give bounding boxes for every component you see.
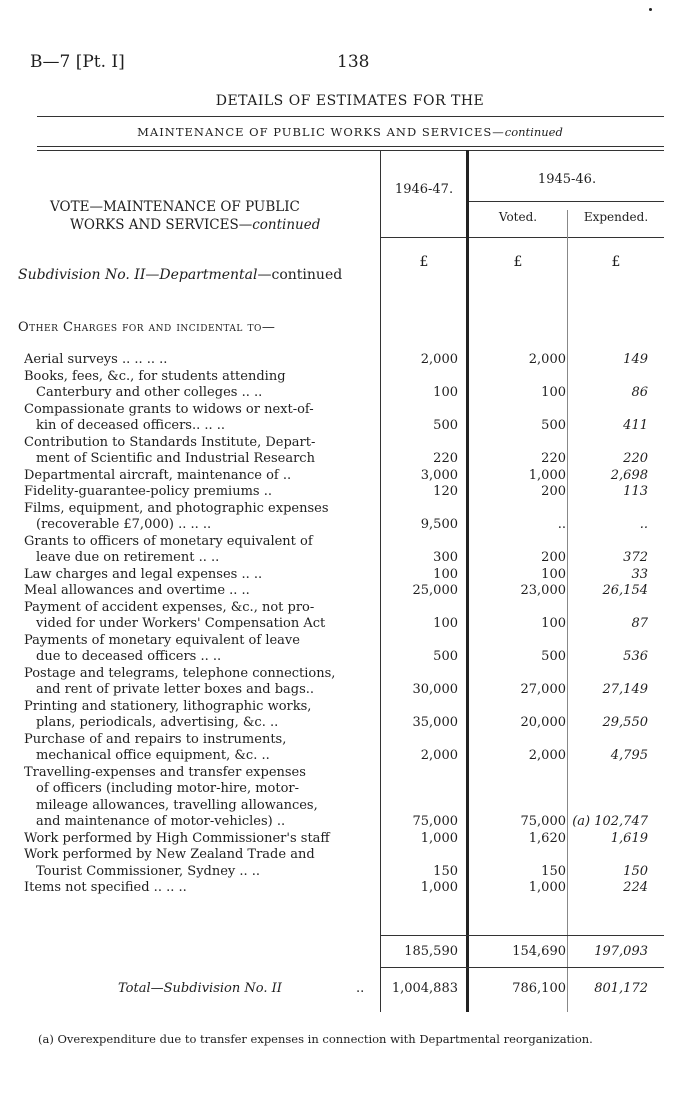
col-voted: Voted. <box>498 210 538 224</box>
voted-1945-46-cell: 100 <box>541 385 566 400</box>
estimate-1946-47-cell: 2,000 <box>420 748 458 763</box>
item-description-line: Work performed by New Zealand Trade and <box>24 847 315 862</box>
voted-1945-46-cell: 500 <box>541 418 566 433</box>
expended-1945-46-cell: (a) 102,747 <box>572 814 648 829</box>
total-1946-47: 1,004,883 <box>391 981 458 996</box>
item-description-line: Fidelity-guarantee-policy premiums .. <box>24 484 272 499</box>
item-description-line: mileage allowances, travelling allowances, <box>36 797 318 813</box>
pound-sign-3: £ <box>611 254 621 270</box>
expended-1945-46-cell: 224 <box>623 880 648 895</box>
expended-1945-46-cell: 26,154 <box>602 583 648 598</box>
footnote: (a) Overexpenditure due to transfer expenses in connection with Departmental reorganization. <box>38 1032 593 1046</box>
column-divider <box>380 150 381 1012</box>
item-description-line: Travelling-expenses and transfer expenses <box>24 764 306 780</box>
item-description-line: Contribution to Standards Institute, Depart- <box>24 434 316 450</box>
expended-1945-46-cell: 2,698 <box>610 467 648 483</box>
expended-1945-46-cell: 149 <box>623 352 648 367</box>
expended-1945-46-cell: 536 <box>623 649 648 664</box>
page-subtitle: MAINTENANCE OF PUBLIC WORKS AND SERVICES—continued <box>137 125 563 139</box>
table-row <box>24 583 376 600</box>
expended-1945-46-cell: 372 <box>623 550 648 565</box>
item-description-line: mechanical office equipment, &c. .. <box>36 748 270 763</box>
expended-1945-46-cell: 86 <box>631 385 648 400</box>
item-description-line: Items not specified .. .. .. <box>24 880 187 895</box>
total-leader-dots: .. <box>356 981 365 996</box>
item-description-line: Compassionate grants to widows or next-of- <box>24 401 314 417</box>
table-top-rule <box>37 146 664 147</box>
expended-1945-46-cell: 1,619 <box>610 830 648 846</box>
estimate-1946-47-cell: 120 <box>433 484 458 499</box>
table-row <box>24 468 376 485</box>
voted-1945-46-cell: 100 <box>541 566 566 582</box>
expended-1945-46-cell: 4,795 <box>610 748 648 763</box>
item-description-line: Purchase of and repairs to instruments, <box>24 731 287 747</box>
table-row <box>24 484 376 501</box>
item-description-line: Meal allowances and overtime .. .. <box>24 583 250 598</box>
table-row <box>24 501 376 534</box>
voted-1945-46-cell: 150 <box>541 863 566 879</box>
item-description-line: Aerial surveys .. .. .. .. <box>24 352 168 367</box>
voted-1945-46-cell: 1,000 <box>528 467 566 483</box>
expended-1945-46-cell: 113 <box>623 484 648 499</box>
pound-sign-1: £ <box>419 254 429 270</box>
table-row <box>24 567 376 584</box>
vote-title-line2: WORKS AND SERVICES—continued <box>70 217 321 233</box>
item-description-line: Payment of accident expenses, &c., not pro- <box>24 599 315 615</box>
estimate-1946-47-cell: 500 <box>433 418 458 433</box>
item-description-line: ment of Scientific and Industrial Research <box>36 451 315 466</box>
estimate-1946-47-cell: 300 <box>433 550 458 565</box>
estimate-1946-47-cell: 25,000 <box>412 583 458 598</box>
voted-1945-46-cell: 2,000 <box>528 748 566 763</box>
vote-title-line1: VOTE—MAINTENANCE OF PUBLIC <box>50 199 300 215</box>
table-row <box>24 534 376 567</box>
item-description-line: due to deceased officers .. .. <box>36 649 222 664</box>
table-row <box>24 831 376 848</box>
estimate-1946-47-cell: 9,500 <box>420 517 458 532</box>
total-expended: 801,172 <box>594 981 648 996</box>
item-description-line: Payments of monetary equivalent of leave <box>24 632 300 648</box>
item-description-line: Grants to officers of monetary equivalent of <box>24 533 313 549</box>
item-description-line: Work performed by High Commissioner's staff <box>24 830 330 846</box>
table-row <box>24 699 376 732</box>
estimate-1946-47-cell: 100 <box>433 616 458 631</box>
item-description-line: Films, equipment, and photographic expenses <box>24 500 329 516</box>
table-row <box>24 765 376 831</box>
item-description-line: Books, fees, &c., for students attending <box>24 368 286 384</box>
pound-sign-2: £ <box>513 254 523 270</box>
estimate-1946-47-cell: 100 <box>433 566 458 582</box>
table-row <box>24 847 376 880</box>
title-rule <box>37 116 664 117</box>
column-divider-light <box>567 210 568 1012</box>
expended-1945-46-cell: 87 <box>631 616 648 631</box>
item-description-line: and maintenance of motor-vehicles) .. <box>36 814 286 829</box>
expended-1945-46-cell: 220 <box>623 451 648 466</box>
subdivision-heading: Subdivision No. II—Departmental—continued <box>18 267 343 283</box>
item-description-line: Postage and telegrams, telephone connections, <box>24 665 336 681</box>
estimate-1946-47-cell: 2,000 <box>420 352 458 367</box>
voted-1945-46-cell: 27,000 <box>520 682 566 697</box>
vote-title <box>50 198 360 234</box>
voted-1945-46-cell: 500 <box>541 649 566 664</box>
table-row <box>24 666 376 699</box>
item-description-line: plans, periodicals, advertising, &c. .. <box>36 715 279 730</box>
item-description-line: Tourist Commissioner, Sydney .. .. <box>36 863 261 879</box>
page-number: 138 <box>337 52 370 72</box>
item-description-line: leave due on retirement .. .. <box>36 550 220 565</box>
page-title: DETAILS OF ESTIMATES FOR THE <box>215 93 485 109</box>
expended-1945-46-cell: .. <box>639 517 648 532</box>
voted-1945-46-cell: 23,000 <box>520 583 566 598</box>
subtotal-voted: 154,690 <box>512 944 566 959</box>
item-description-line: (recoverable £7,000) .. .. .. <box>36 517 212 532</box>
ink-speck <box>649 8 652 11</box>
column-divider-thick <box>466 150 469 1012</box>
item-description-line: Law charges and legal expenses .. .. <box>24 566 263 582</box>
item-description-line: of officers (including motor-hire, motor- <box>36 781 300 796</box>
table-row <box>24 732 376 765</box>
estimate-1946-47-cell: 100 <box>433 385 458 400</box>
voted-1945-46-cell: 75,000 <box>520 814 566 829</box>
item-description-line: kin of deceased officers.. .. .. <box>36 418 226 433</box>
item-description-line: vided for under Workers' Compensation Act <box>36 616 326 631</box>
estimate-1946-47-cell: 35,000 <box>412 715 458 730</box>
header-bottom-rule <box>381 237 664 238</box>
table-top-rule-2 <box>37 150 664 151</box>
estimate-1946-47-cell: 1,000 <box>420 830 458 846</box>
voted-1945-46-cell: 200 <box>541 484 566 499</box>
table-row <box>24 600 376 633</box>
subtotal-1946-47: 185,590 <box>404 944 458 959</box>
item-description-line: Departmental aircraft, maintenance of .. <box>24 467 292 483</box>
item-description-line: and rent of private letter boxes and bags.. <box>36 682 315 697</box>
total-label: Total—Subdivision No. II <box>118 981 282 996</box>
subtotal-rule <box>381 935 664 936</box>
table-row <box>24 880 376 897</box>
table-row <box>24 402 376 435</box>
voted-1945-46-cell: 220 <box>541 451 566 466</box>
total-voted: 786,100 <box>512 981 566 996</box>
item-description-line: Canterbury and other colleges .. .. <box>36 385 263 400</box>
table-row <box>24 352 376 369</box>
voted-1945-46-cell: 100 <box>541 616 566 631</box>
subtotal-expended: 197,093 <box>594 944 648 959</box>
voted-1945-46-cell: .. <box>557 517 566 532</box>
voted-1945-46-cell: 200 <box>541 550 566 565</box>
estimate-1946-47-cell: 220 <box>433 451 458 466</box>
expended-1945-46-cell: 29,550 <box>602 715 648 730</box>
expended-1945-46-cell: 27,149 <box>602 682 648 697</box>
item-description-line: Printing and stationery, lithographic works, <box>24 698 312 714</box>
voted-1945-46-cell: 20,000 <box>520 715 566 730</box>
expended-1945-46-cell: 33 <box>631 566 648 582</box>
estimate-1946-47-cell: 150 <box>433 863 458 879</box>
table-row <box>24 633 376 666</box>
voted-1945-46-cell: 2,000 <box>528 352 566 367</box>
expended-1945-46-cell: 150 <box>623 863 648 879</box>
estimate-1946-47-cell: 3,000 <box>420 467 458 483</box>
other-charges-heading: Other Charges for and incidental to— <box>18 320 276 335</box>
col-expended: Expended. <box>583 210 649 224</box>
voted-1945-46-cell: 1,620 <box>528 830 566 846</box>
total-rule <box>381 967 664 968</box>
estimate-1946-47-cell: 1,000 <box>420 880 458 895</box>
document-reference: B—7 [Pt. I] <box>30 52 125 72</box>
estimate-1946-47-cell: 75,000 <box>412 814 458 829</box>
col-1946-47: 1946-47. <box>394 182 454 197</box>
table-row <box>24 369 376 402</box>
estimate-1946-47-cell: 500 <box>433 649 458 664</box>
expended-1945-46-cell: 411 <box>623 418 648 433</box>
table-row <box>24 435 376 468</box>
voted-1945-46-cell: 1,000 <box>528 880 566 895</box>
col-1945-46: 1945-46. <box>537 172 597 187</box>
year-split-rule <box>468 201 664 202</box>
estimate-1946-47-cell: 30,000 <box>412 682 458 697</box>
